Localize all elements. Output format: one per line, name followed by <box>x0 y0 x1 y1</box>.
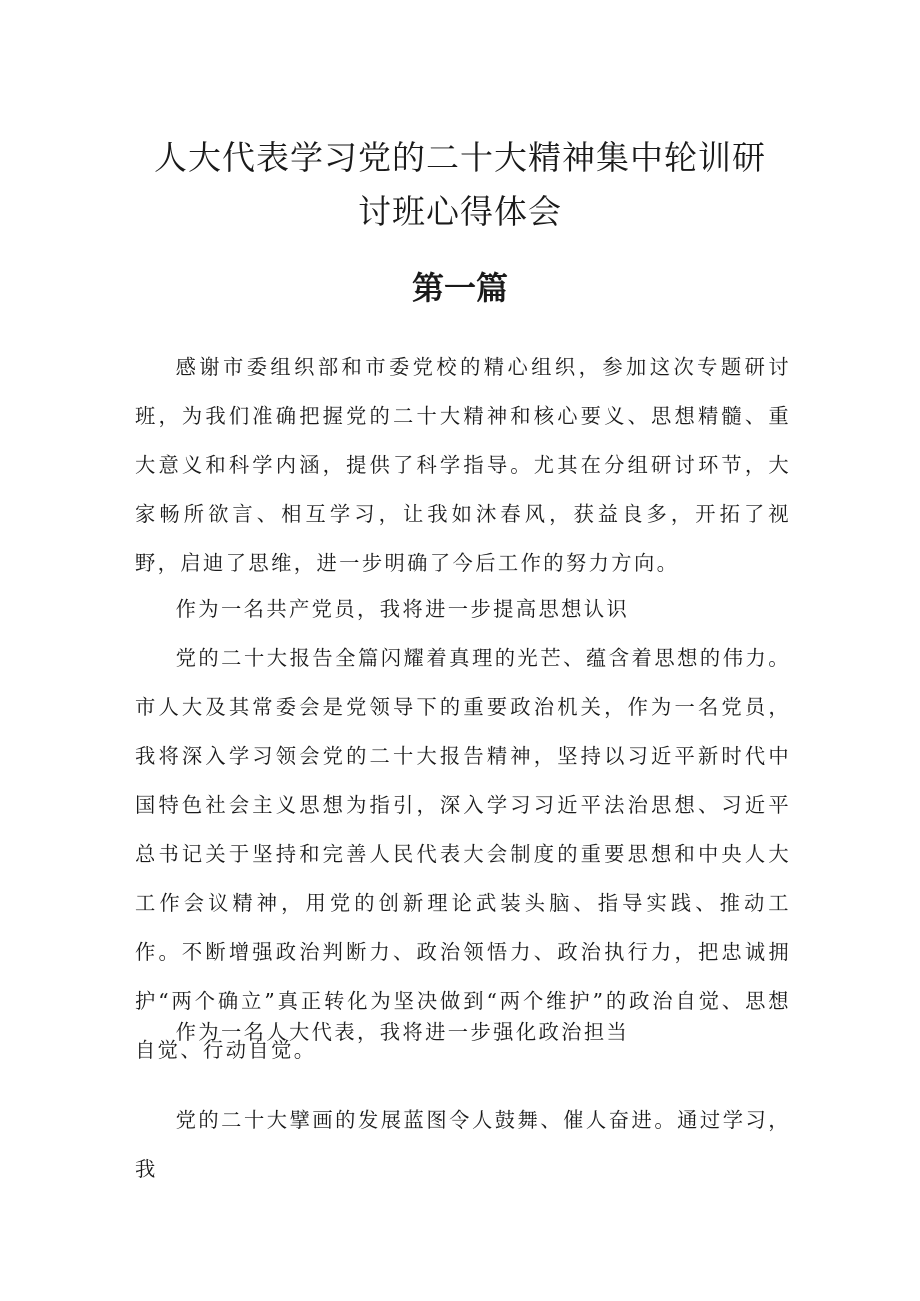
paragraph-party-member-body: 党的二十大报告全篇闪耀着真理的光芒、蕴含着思想的伟力。市人大及其常委会是党领导下的重要政治机关，作为一名党员，我将深入学习领会党的二十大报告精神，坚持以习近平新时代中国特色社会主义思想为指引，深入学习习近平法治思想、习近平总书记关于坚持和完善人民代表大会制度的重要思想和中央人大工作会议精神，用党的创新理论武装头脑、指导实践、推动工作。不断增强政治判断力、政治领悟力、政治执行力，把忠诚拥护“两个确立”真正转化为坚决做到“两个维护”的政治自觉、思想自觉、行动自觉。 <box>135 646 791 1062</box>
document-title-line-1: 人大代表学习党的二十大精神集中轮训研 <box>154 138 766 177</box>
paragraph-intro: 感谢市委组织部和市委党校的精心组织，参加这次专题研讨班，为我们准确把握党的二十大精神和核心要义、思想精髓、重大意义和科学内涵，提供了科学指导。尤其在分组研讨环节，大家畅所欲言、相互学习，让我如沐春风，获益良多，开拓了视野，启迪了思维，进一步明确了今后工作的努力方向。 <box>135 355 791 575</box>
paragraph-heading-deputy: 作为一名人大代表，我将进一步强化政治担当 <box>175 1020 630 1044</box>
section-title: 第一篇 <box>411 269 508 307</box>
paragraph-heading-party-member: 作为一名共产党员，我将进一步提高思想认识 <box>175 597 630 621</box>
document-title-line-2: 讨班心得体会 <box>358 192 562 231</box>
paragraph-deputy-body: 党的二十大擘画的发展蓝图令人鼓舞、催人奋进。通过学习，我 <box>135 1108 791 1181</box>
